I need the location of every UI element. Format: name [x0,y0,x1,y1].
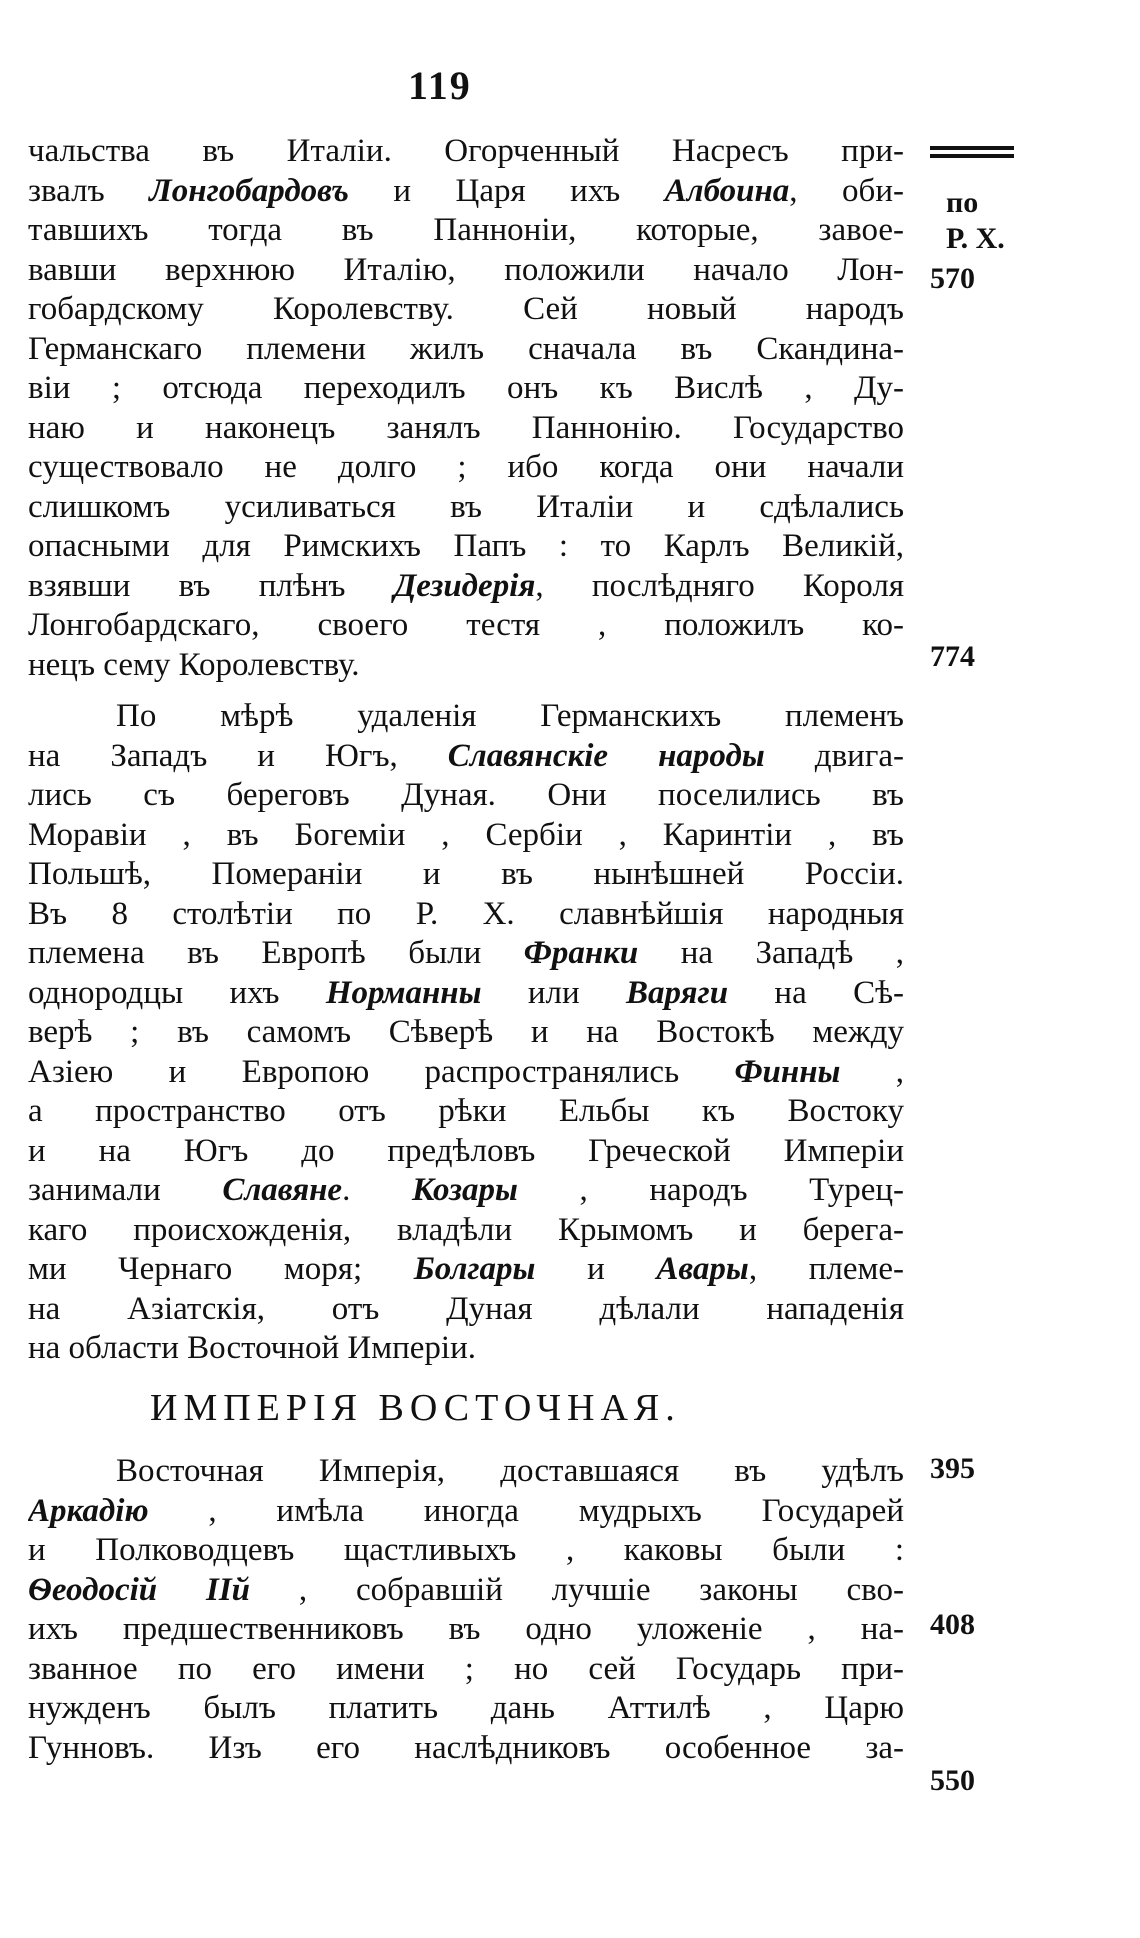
text-run: ихъ предшественниковъ въ одно уложеніе , на- [28,1611,904,1647]
italic-name: Ѳеодосій IIй [28,1571,251,1608]
text-run: на Западъ и Югъ, [28,737,448,774]
text-run: каго происхожденія, владѣли Крымомъ и берега- [28,1211,904,1248]
text-line [28,448,904,488]
text-line [28,488,904,528]
text-line [28,211,904,251]
text-run: Восточная Имперія, доставшаяся въ удѣлъ [116,1453,904,1489]
text-run: віи ; отсюда переходилъ онъ къ Вислѣ , Ду- [28,370,904,406]
text-line [28,646,904,686]
text-line [28,974,904,1014]
text-run: звалъ [28,172,150,209]
italic-name: Славяне [222,1172,343,1208]
text-run: , [840,1053,904,1090]
margin-era-label: по [946,186,979,219]
text-run: племена въ Европѣ были [28,935,524,971]
text-run: и на Югъ до предѣловъ Греческой Имперіи [28,1132,904,1169]
margin-era-label: Р. Х. [946,222,1005,255]
text-run: и [535,1251,657,1287]
text-run: , оби- [789,172,904,209]
italic-name: Варяги [625,974,729,1011]
italic-name: Норманны [325,974,482,1011]
text-line [28,1650,904,1690]
text-run: двига- [764,737,904,774]
text-run: на Азіатскія, отъ Дуная дѣлали нападенія [28,1290,904,1327]
margin-year: 570 [930,262,975,295]
paragraph-eastern-empire [28,1452,904,1768]
text-run: однородцы ихъ [28,974,326,1011]
text-line [28,290,904,330]
text-line [28,567,904,607]
text-line [28,132,904,172]
italic-name: Лонгобардовъ [149,172,349,209]
text-line [28,1531,904,1571]
text-line [28,1132,904,1172]
text-run: , племе- [748,1251,904,1287]
text-line [28,330,904,370]
text-run: Лонгобардскаго, своего тестя , положилъ ко- [28,607,904,643]
text-line [28,606,904,646]
text-run: , народъ Турец- [517,1172,904,1208]
italic-name: Авары [656,1251,749,1287]
text-run: гобардскому Королевству. Сей новый народъ [28,291,904,327]
text-line [28,1571,904,1611]
text-run: , имѣла иногда мудрыхъ Государей [148,1492,904,1529]
text-line [28,1492,904,1532]
text-line [28,251,904,291]
text-line [28,1610,904,1650]
text-run: По мѣрѣ удаленія Германскихъ племенъ [116,698,904,734]
text-line [28,855,904,895]
text-line [28,1250,904,1290]
text-run: наю и наконецъ занялъ Паннонію. Государство [28,409,904,446]
text-run: лись съ береговъ Дуная. Они поселились въ [28,777,904,813]
text-line [28,527,904,567]
text-run: Польшѣ, Помераніи и въ нынѣшней Россіи. [28,856,904,892]
italic-name: Финны [734,1053,841,1090]
paragraph-lombards [28,132,904,685]
text-run: , послѣдняго Короля [535,567,904,604]
paragraph-slavic-peoples [28,697,904,1369]
text-run: Моравіи , въ Богеміи , Сербіи , Каринтіи , въ [28,816,904,853]
text-run: на Сѣ- [728,974,904,1011]
italic-name: Аркадію [28,1492,149,1529]
italic-name: Дезидерія [393,567,536,604]
text-line [28,737,904,777]
text-run: званное по его имени ; но сей Государь при- [28,1650,904,1687]
margin-year: 550 [930,1764,975,1797]
text-line [28,172,904,212]
text-run: ми Чернаго моря; [28,1251,414,1287]
text-line [28,1452,904,1492]
text-run: верѣ ; въ самомъ Сѣверѣ и на Востокѣ между [28,1014,904,1050]
text-run: , собравшій лучшіе законы сво- [250,1571,904,1608]
text-run: существовало не долго ; ибо когда они начали [28,449,904,485]
text-run: и Полководцевъ щастливыхъ , каковы были : [28,1532,904,1568]
text-run: на Западѣ , [638,935,904,971]
text-line [28,816,904,856]
text-run: и Царя ихъ [348,172,665,209]
text-run: Гунновъ. Изъ его наслѣдниковъ особенное за- [28,1729,904,1766]
text-run: слишкомъ усиливаться въ Италіи и сдѣлались [28,488,904,525]
text-line [28,934,904,974]
text-run: нужденъ былъ платить дань Аттилѣ , Царю [28,1690,904,1726]
text-run: Азіею и Европою распространялись [28,1053,735,1090]
text-run: на области Восточной Имперіи. [28,1330,476,1366]
text-line [28,1171,904,1211]
text-run: нецъ сему Королевству. [28,646,360,683]
margin-year: 774 [930,640,975,673]
double-rule [930,146,1014,162]
text-run: или [481,974,626,1011]
text-line [28,1329,904,1369]
text-line [28,409,904,449]
text-line [28,1092,904,1132]
text-run: взявши въ плѣнъ [28,567,394,604]
text-run: Германскаго племени жилъ сначала въ Скандина- [28,330,904,367]
italic-name: Франки [523,935,639,971]
text-line [28,1729,904,1769]
text-run: тавшихъ тогда въ Паннонiи, которые, завое- [28,212,904,248]
margin-year: 395 [930,1452,975,1485]
text-line [28,895,904,935]
text-line [28,697,904,737]
italic-name: Козары [411,1172,518,1208]
text-line [28,1013,904,1053]
text-line [28,1211,904,1251]
text-line [28,1689,904,1729]
text-run: чальства въ Италіи. Огорченный Насресъ при- [28,133,904,169]
text-line [28,1053,904,1093]
text-run: вавши верхнюю Италію, положили начало Лон- [28,251,904,288]
text-line [28,776,904,816]
text-run: Въ 8 столѣтіи по Р. Х. славнѣйшія народныя [28,895,904,932]
text-run: опасными для Римскихъ Папъ : то Карлъ Великій, [28,528,904,564]
section-heading: ИМПЕРІЯ ВОСТОЧНАЯ. [150,1387,681,1429]
text-run: занимали [28,1172,223,1208]
italic-name: Болгары [413,1251,536,1287]
italic-name: Славянскіе народы [447,737,765,774]
margin-year: 408 [930,1608,975,1641]
text-line [28,369,904,409]
text-run: а пространство отъ рѣки Ельбы къ Востоку [28,1093,904,1129]
text-run: . [342,1172,412,1208]
italic-name: Албоина [664,172,790,209]
text-line [28,1290,904,1330]
page-number: 119 [408,63,472,108]
